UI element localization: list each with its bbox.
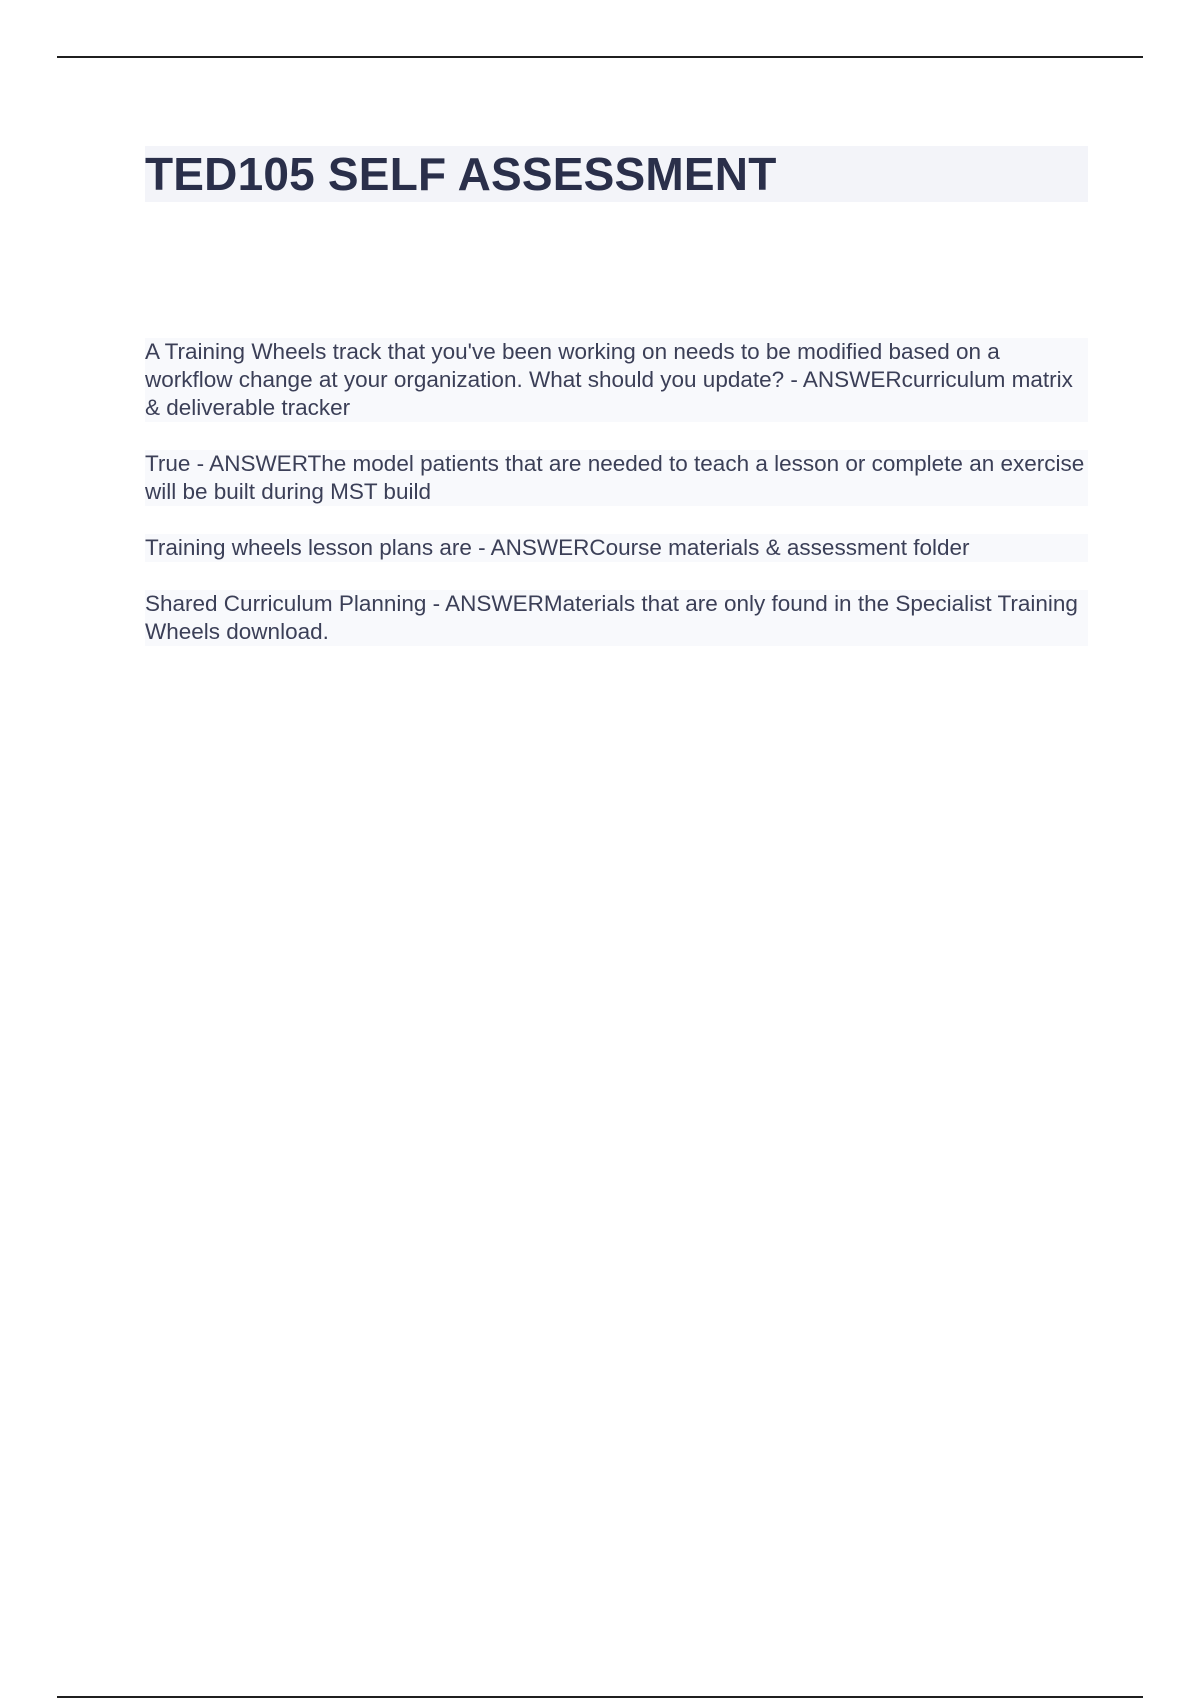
document-title: TED105 SELF ASSESSMENT	[145, 148, 777, 200]
qa-list	[145, 338, 1088, 674]
top-rule	[57, 56, 1143, 58]
qa-item: Shared Curriculum Planning - ANSWERMaterials that are only found in the Specialist Training Wheels download.	[145, 590, 1088, 646]
qa-item: True - ANSWERThe model patients that are needed to teach a lesson or complete an exercise will be built during MST build	[145, 450, 1088, 506]
qa-item: A Training Wheels track that you've been working on needs to be modified based on a workflow change at your organization. What should you update? - ANSWERcurriculum matrix & deliverable tracker	[145, 338, 1088, 422]
qa-item: Training wheels lesson plans are - ANSWERCourse materials & assessment folder	[145, 534, 1088, 562]
bottom-rule	[57, 1696, 1143, 1698]
